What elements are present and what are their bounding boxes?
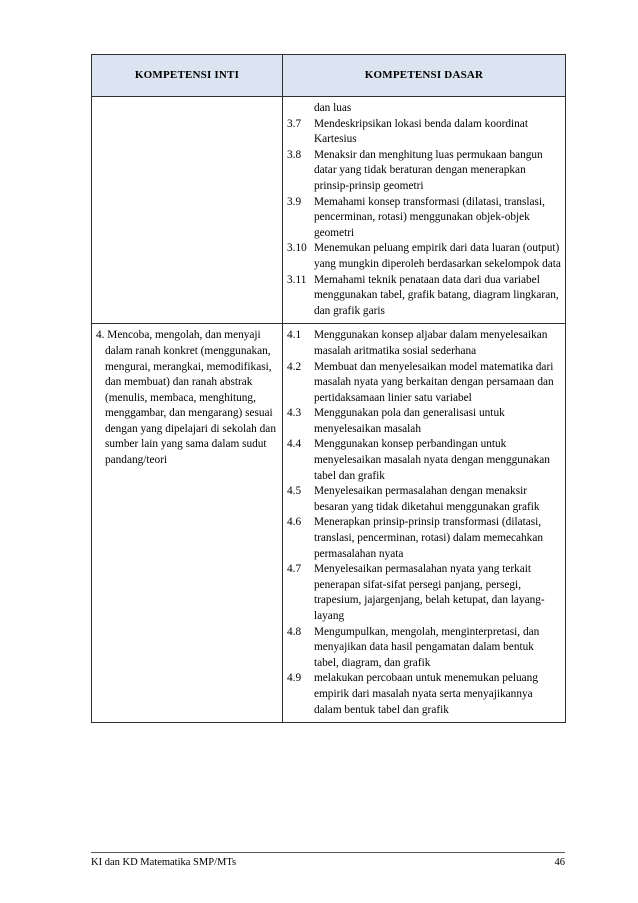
header-kompetensi-dasar: KOMPETENSI DASAR — [283, 55, 566, 97]
kd-text: Memahami konsep transformasi (dilatasi, translasi, pencerminan, rotasi) menggunakan objek-objek geometri — [314, 195, 545, 239]
kd-item — [287, 241, 561, 272]
kd-number: 4.4 — [287, 438, 302, 451]
kd-item — [287, 562, 561, 624]
kd-number: 4.3 — [287, 407, 302, 420]
ki-cell — [92, 324, 283, 723]
footer-title: KI dan KD Matematika SMP/MTs — [91, 857, 237, 868]
kd-item — [287, 148, 561, 195]
kd-text: Mendeskripsikan lokasi benda dalam koordinat Kartesius — [314, 117, 528, 146]
kd-item — [287, 484, 561, 515]
kd-text: Menyelesaikan permasalahan dengan menaksir besaran yang tidak diketahui menggunakan grafik — [314, 485, 540, 513]
kd-text: Memahami teknik penataan data dari dua variabel menggunakan tabel, grafik batang, diagram lingkaran, dan grafik garis — [314, 273, 559, 317]
kd-item — [287, 437, 561, 484]
kd-number: 3.7 — [287, 117, 302, 130]
kd-item — [287, 195, 561, 242]
ki-cell-empty — [92, 97, 283, 324]
kd-text: Menerapkan prinsip-prinsip transformasi (dilatasi, translasi, pencerminan, rotasi) dalam memecahkan permasalahan nyata — [314, 516, 543, 560]
kd-text: Menggunakan konsep aljabar dalam menyelesaikan masalah aritmatika sosial sederhana — [314, 329, 548, 357]
table-row — [92, 324, 566, 723]
kd-item — [287, 360, 561, 407]
kd-number: 3.9 — [287, 195, 302, 208]
kd-text: Menggunakan konsep perbandingan untuk menyelesaikan masalah nyata dengan menggunakan tabel dan grafik — [314, 438, 550, 482]
kd-number: 4.6 — [287, 516, 302, 529]
kd-number: 4.2 — [287, 360, 302, 373]
kd-text: Menaksir dan menghitung luas permukaan bangun datar yang tidak beraturan dengan menerapkan prinsip-prinsip geometri — [314, 148, 543, 192]
kd-item — [287, 671, 561, 718]
page-footer — [91, 852, 565, 868]
kd-item — [287, 625, 561, 672]
kd-number: 4.1 — [287, 329, 302, 342]
kd-number: 4.9 — [287, 672, 302, 685]
kd-text: Menyelesaikan permasalahan nyata yang terkait penerapan sifat-sifat persegi panjang, persegi, trapesium, jajargenjang, belah ketupat, dan layang-layang — [314, 563, 545, 622]
kd-text: Membuat dan menyelesaikan model matematika dari masalah nyata yang berkaitan dengan persamaan dan pertidaksamaan linier satu variabel — [314, 360, 554, 404]
kd-text: Menemukan peluang empirik dari data luaran (output) yang mungkin diperoleh berdasarkan sekelompok data — [314, 242, 561, 270]
kd-continuation-text: dan luas — [314, 102, 352, 114]
kd-number: 4.7 — [287, 563, 302, 576]
kd-item — [287, 406, 561, 437]
kd-number: 3.8 — [287, 148, 302, 161]
header-kompetensi-inti: KOMPETENSI INTI — [92, 55, 283, 97]
kd-item — [287, 515, 561, 562]
kd-cell — [283, 324, 566, 723]
kd-text: Mengumpulkan, mengolah, menginterpretasi, dan menyajikan data hasil pengamatan dalam bentuk tabel, diagram, dan grafik — [314, 625, 540, 669]
table-header-row — [92, 55, 566, 97]
kd-item — [287, 117, 561, 148]
kd-number: 4.5 — [287, 485, 302, 498]
kd-number: 4.8 — [287, 625, 302, 638]
ki-text: 4. Mencoba, mengolah, dan menyaji dalam ranah konkret (menggunakan, mengurai, merangkai, memodifikasi, dan membuat) dan ranah abstrak (menulis, membaca, menghitung, menggambar, dan mengarang) sesuai dengan yang dipelajari di sekolah dan sumber lain yang sama dalam sudut pandang/teori — [96, 329, 276, 467]
table-row — [92, 97, 566, 324]
kd-text: melakukan percobaan untuk menemukan peluang empirik dari masalah nyata serta menyajikannya dalam bentuk tabel dan grafik — [314, 672, 538, 716]
kd-text: Menggunakan pola dan generalisasi untuk menyelesaikan masalah — [314, 407, 505, 435]
kd-item — [287, 328, 561, 359]
kd-number: 3.10 — [287, 242, 307, 255]
kd-number: 3.11 — [287, 273, 307, 286]
page-number: 46 — [554, 857, 565, 868]
kd-cell — [283, 97, 566, 324]
kompetensi-table — [91, 54, 566, 723]
kd-item — [287, 273, 561, 320]
